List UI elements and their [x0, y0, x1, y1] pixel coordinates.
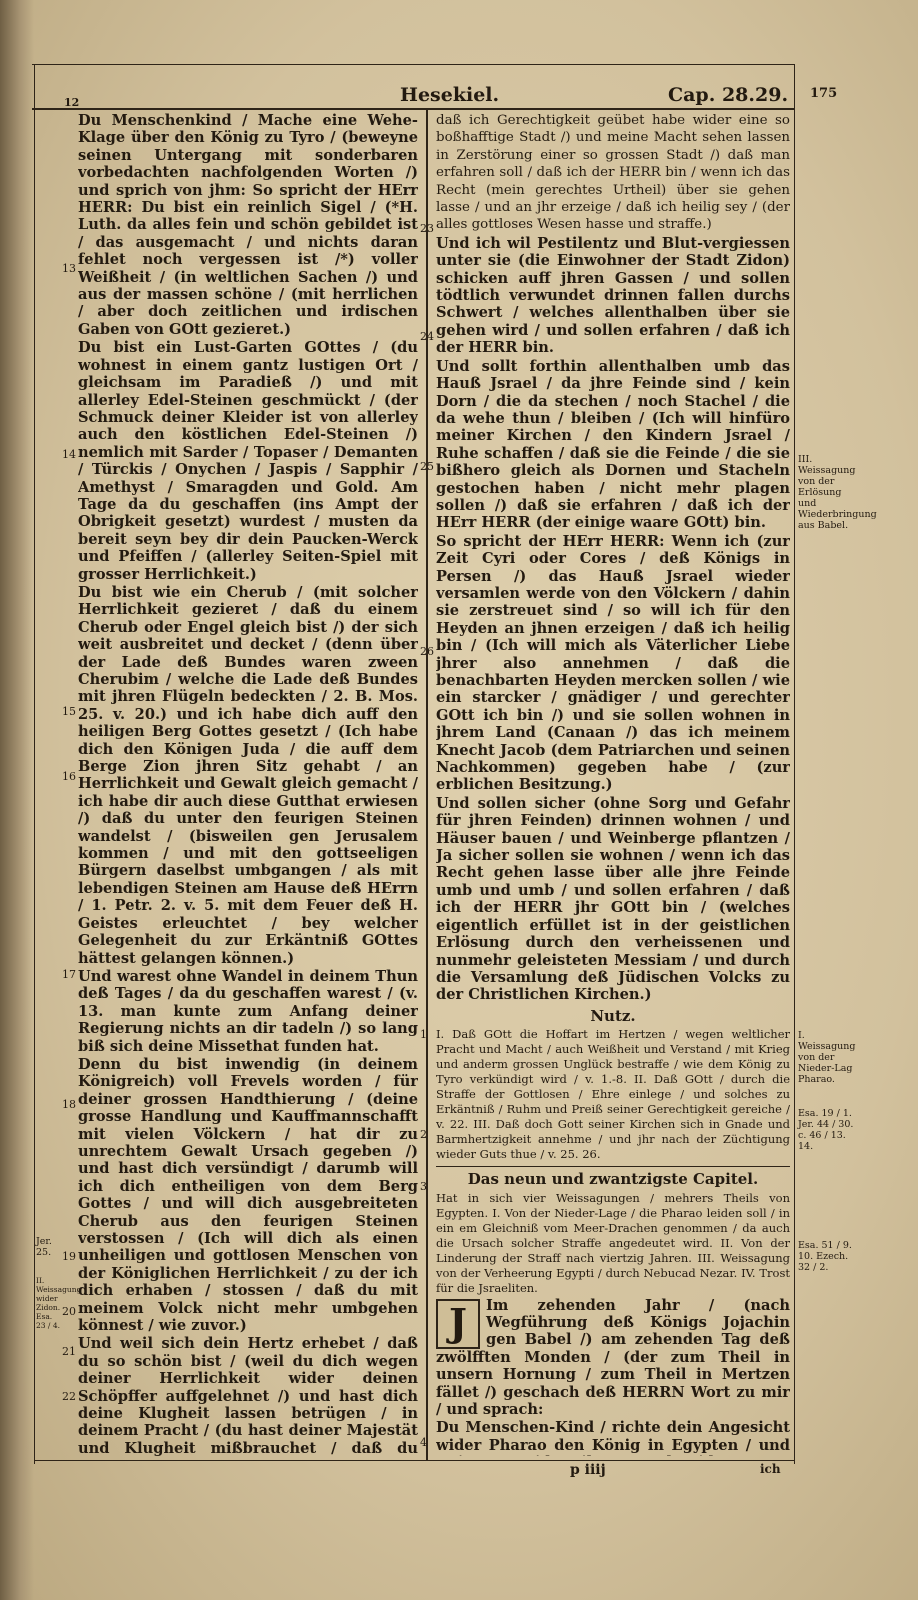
verse-number: 20 [62, 1305, 76, 1318]
left-paragraph: Du bist wie ein Cherub / (mit solcher Herrlichkeit gezieret / daß du einem Cherub oder Engel gleich bist /) der sich weit ausbreitet und decket / (denn über der Lade deß Bundes waren zween Cherubim / welche die Lade deß Bundes mit jhren Flügeln bedeckten / 2. B. Mos. 25. v. 20.) und ich habe dich auff den heiligen Berg Gottes gesetzt / (Ich habe dich den Königen Juda / die auff dem Berge Zion jhren Sitz gehabt / an Herrlichkeit und Gewalt gleich gemacht / ich habe dir auch diese Gutthat erwiesen /) daß du unter den feurigen Steinen wandelst / (bisweilen gen Jerusalem kommen / und mit den gottseeligen Bürgern daselbst umbgangen / als mit lebendigen Steinen am Hause deß HErrn / 1. Petr. 2. v. 5. mit dem Feuer deß H. Geistes erleuchtet / bey welcher Gelegenheit du zur Erkäntniß GOttes hättest gelangen können.) [78, 583, 418, 967]
verse-number: 19 [62, 1250, 76, 1263]
verse-number: 2 [420, 1128, 427, 1141]
left-paragraph: Denn du bist inwendig (in deinem Königreich) voll Frevels worden / für deiner grossen Handthierung / (deine grosse Handlung und Kauffmannschafft mit vielen Völckern / hat dir zu unrechtem Gewalt Ursach gegeben /) und hast dich versündigt / darumb will ich dich entheiligen von dem Berg Gottes / und will dich ausgebreiteten Cherub aus den feurigen Steinen verstossen / (Ich will dich als einen unheiligen und gottlosen Menschen von der Königlichen Herrlichkeit / zu der ich dich erhaben / stossen / daß du mit meinem Volck nicht mehr umbgehen könnest / wie zuvor.) [78, 1055, 418, 1335]
verse-number: 26 [420, 645, 434, 658]
verse-number: 22 [62, 1390, 76, 1403]
header-left-number: 12 [64, 96, 80, 109]
catchword: ich [760, 1462, 781, 1476]
verse-number: 24 [420, 330, 434, 343]
verse-number: 4 [420, 1436, 427, 1449]
verse-number: 15 [62, 705, 76, 718]
footer-rule [34, 1460, 794, 1461]
chapter-divider [436, 1166, 790, 1167]
chapter-ref: Cap. 28.29. [668, 84, 789, 106]
drop-cap-initial: J [436, 1299, 480, 1349]
left-margin-note: Jer. 25. [36, 1236, 52, 1258]
left-paragraph: Du bist ein Lust-Garten GOttes / (du wohnest in einem gantz lustigen Ort / gleichsam im Paradieß /) und mit allerley Edel-Steinen geschmückt / (der Schmuck deiner Kleider ist von allerley auch den köstlichen Edel-Steinen /) nemlich mit Sarder / Topaser / Demanten / Türckis / Onychen / Jaspis / Sapphir / Amethyst / Smaragden und Gold. Am Tage da du geschaffen (ins Ampt der Obrigkeit gesetzt) wurdest / musten da bereit seyn bey dir dein Paucken-Werck und Pfeiffen / (allerley Seiten-Spiel mit grosser Herrlichkeit.) [78, 339, 418, 583]
chapter-summary: Hat in sich vier Weissagungen / mehrers Theils von Egypten. I. Von der Nieder-Lage / die Pharao leiden soll / in ein em Gleichniß vom Meer-Drachen genommen / da auch die Ursach solcher Straffe angedeutet wird. II. Von der Linderung der Straff nach viertzig Jahren. III. Weissagung von der Verheerung Egypti / durch Nebucad Nezar. IV. Trost für die Jsraeliten. [436, 1190, 790, 1295]
gutter-shadow [0, 0, 34, 1600]
left-margin-note: II. Weissagung wider Zidon. Esa. 23 / 4. [36, 1276, 82, 1330]
nutz-text: I. Daß GOtt die Hoffart im Hertzen / wegen weltlicher Pracht und Macht / auch Weißheit und Verstand / mit Krieg und anderm grossen Unglück bestraffe / wie dem König zu Tyro verkündigt wird / v. 1.-8. II. Daß GOtt / durch die Straffe der Gottlosen / Ehre einlege / und solches zu Erkäntniß / Ruhm und Preiß seiner Gerechtigkeit gereiche / v. 22. III. Daß doch Gott seiner Kirchen sich in Gnade und Barmhertzigkeit annehme / und jhr nach der Züchtigung wieder Guts thue / v. 25. 26. [436, 1027, 790, 1162]
verse-number: 14 [62, 448, 76, 461]
verse-number: 13 [62, 262, 76, 275]
right-margin-note: Esa. 51 / 9. 10. Ezech. 32 / 2. [798, 1240, 852, 1273]
right-paragraph: daß ich Gerechtigkeit geübet habe wider eine so boßhafftige Stadt /) und meine Macht sehen lassen in Zerstörung einer so grossen Stadt /) daß man erfahren soll / daß ich der HERR bin / wenn ich das Recht (mein gerechtes Urtheil) über sie gehen lasse / und an jhr erzeige / daß ich heilig sey / (der alles gottloses Wesen hasse und straffe.) [436, 113, 790, 233]
verse-number: 18 [62, 1098, 76, 1111]
verse-number: 17 [62, 968, 76, 981]
verse-number: 1 [420, 1028, 427, 1041]
verse-number: 23 [420, 222, 434, 235]
chapter-heading: Das neun und zwantzigste Capitel. [467, 1170, 759, 1189]
right-margin-note: I. Weissagung von der Nieder-Lag Pharao. [798, 1030, 856, 1085]
right-frame-rule [794, 64, 795, 1464]
header-rule [32, 108, 794, 110]
right-paragraph: Und ich wil Pestilentz und Blut-vergiessen unter sie (die Einwohner der Stadt Zidon) schicken auff jhren Gassen / und sollen tödtlich verwundet drinnen fallen durchs Schwert / welches allenthalben über sie gehen wird / und sollen erfahren / daß ich der HERR bin. [436, 234, 790, 357]
chapter-paragraph: Du Menschen-Kind / richte dein Angesicht wider Pharao den König in Egypten / und [436, 1419, 790, 1454]
left-paragraph: Und warest ohne Wandel in deinem Thun deß Tages / da du geschaffen warest / (v. 13. man kunte zum Anfang deiner Regierung nichts an dir tadeln /) so lang biß sich deine Missethat funden hat. [78, 967, 418, 1055]
right-paragraph: So spricht der HErr HERR: Wenn ich (zur Zeit Cyri oder Cores / deß Königs in Persen /) das Hauß Jsrael wieder versamlen werde von den Völckern / dahin sie zerstreuet sind / so will ich für den Heyden an jhnen erzeigen / daß ich heilig bin / (Ich will mich als Väterlicher Liebe jhrer also annehmen / daß die benachbarten Heyden mercken sollen / wie ein starcker / gnädiger / und gerechter GOtt ich bin /) und sie sollen wohnen in jhrem Land (Canaan /) das ich meinem Knecht Jacob (dem Patriarchen und seinen Nachkommen) gegeben habe / (zur erblichen Besitzung.) [436, 532, 790, 794]
nutz-heading: Nutz. [590, 1006, 636, 1025]
column-divider [426, 108, 428, 1460]
left-paragraph: Du Menschenkind / Mache eine Wehe-Klage über den König zu Tyro / (beweyne seinen Untergang mit sonderbaren vorbedachten nachfolgenden Worten /) und sprich von jhm: So spricht der HErr HERR: Du bist ein reinlich Sigel / (*H. Luth. da alles fein und schön gebildet ist / das ausgemacht / und nichts daran fehlet noch vergessen ist /*) voller Weißheit / (in weltlichen Sachen /) und aus der massen schöne / (mit herrlichen / aber doch zeitlichen und irdischen Gaben von GOtt gezieret.) [78, 112, 418, 338]
left-paragraph: Und weil sich dein Hertz erhebet / daß du so schön bist / (weil du dich wegen deiner Herrlichkeit wider deinen Schöpffer auffgelehnet /) und hast dich deine Klugheit lassen betrügen / in deinem Pracht / (du hast deiner Majestät und Klugheit mißbrauchet / daß du [78, 1335, 418, 1456]
left-frame-rule [34, 64, 35, 1464]
running-title: Hesekiel. [400, 84, 500, 106]
page-number: 175 [810, 86, 838, 101]
chapter-paragraph [436, 1297, 790, 1419]
right-paragraph: Und sollt forthin allenthalben umb das Hauß Jsrael / da jhre Feinde sind / kein Dorn / die da stechen / noch Stachel / die da wehe thun / bleiben / (Ich will hinfüro meiner Kirchen / den Kindern Jsrael / Ruhe schaffen / daß sie die Feinde / die sie bißhero gleich als Dornen und Stacheln gestochen haben / nicht mehr plagen sollen /) daß sie erfahren / daß ich der HErr HERR (der einige waare GOtt) bin. [436, 357, 790, 532]
chapter-paragraph-text: Im zehenden Jahr / (nach Wegführung deß Königs Jojachin gen Babel /) am zehenden Tag deß zwölfften Monden / (der zum Theil in unsern Hornung / zum Theil in Mertzen fället /) geschach deß HERRN Wort zu mir / und sprach: [436, 1296, 790, 1418]
verse-number: 3 [420, 1180, 427, 1193]
verse-number: 16 [62, 770, 76, 783]
left-text-column [78, 112, 418, 1456]
header-rule-top [32, 64, 794, 65]
right-margin-note: Esa. 19 / 1. Jer. 44 / 30. c. 46 / 13. 14. [798, 1108, 854, 1152]
right-text-column [436, 112, 790, 1456]
signature-mark: p iiij [570, 1462, 606, 1478]
right-paragraph: Und sollen sicher (ohne Sorg und Gefahr für jhren Feinden) drinnen wohnen / und Häuser bauen / und Weinberge pflantzen / Ja sicher sollen sie wohnen / wenn ich das Recht gehen lasse über alle jhre Feinde umb und umb / und sollen erfahren / daß ich der HERR jhr GOtt bin / (welches eigentlich erfüllet ist in der geistlichen Erlösung durch den verheissenen und nunmehr geleisteten Messiam / und durch die Versamlung deß Jüdischen Volcks zu der Christlichen Kirchen.) [436, 794, 790, 1004]
verse-number: 25 [420, 460, 434, 473]
verse-number: 21 [62, 1345, 76, 1358]
right-margin-note: III. Weissagung von der Erlösung und Wiederbringung aus Babel. [798, 454, 877, 531]
